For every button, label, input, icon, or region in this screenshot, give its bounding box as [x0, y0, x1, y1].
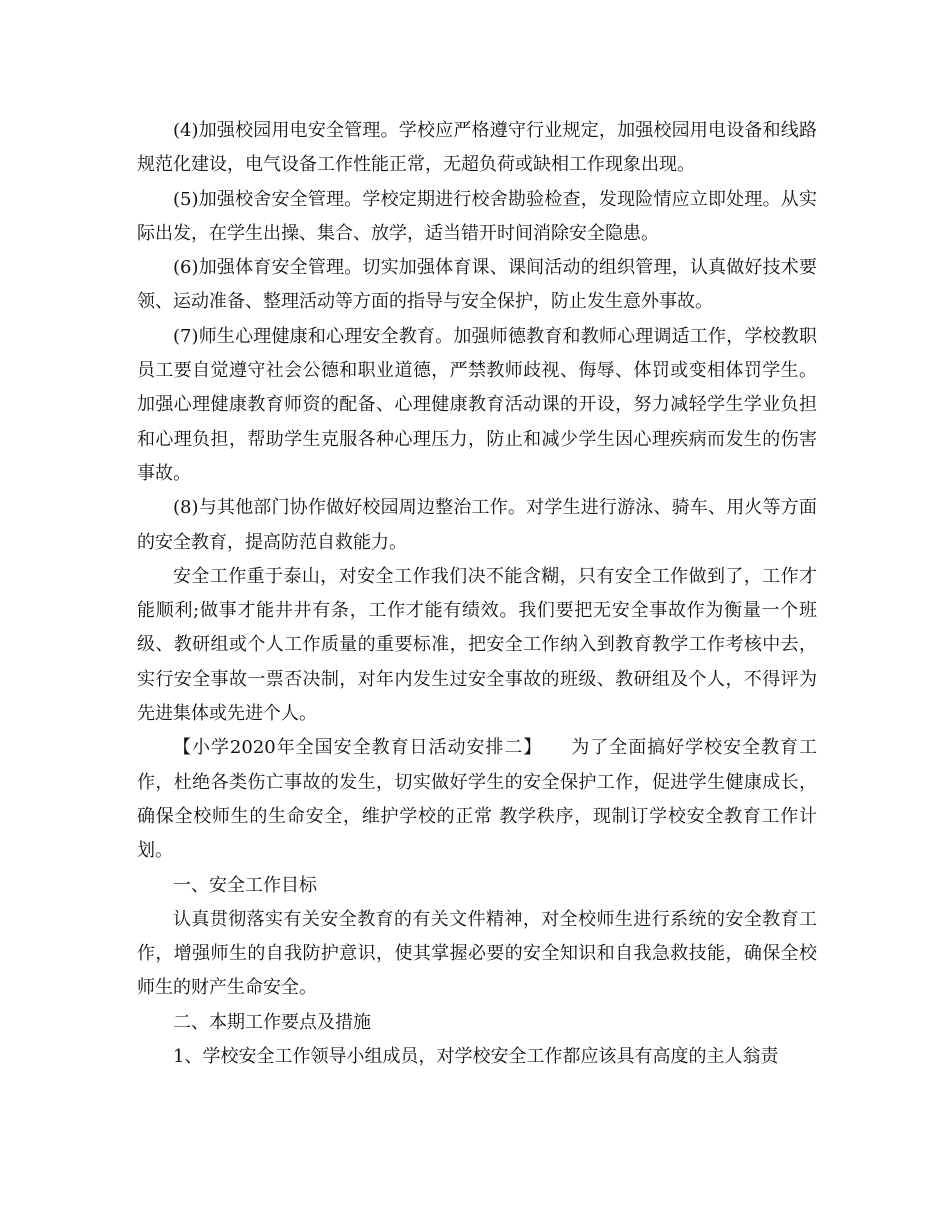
paragraph-plan-two-intro: 【小学2020年全国安全教育日活动安排二】 为了全面搞好学校安全教育工作，杜绝各类伤亡事故的发生，切实做好学生的安全保护工作，促进学生健康成长，确保全校师生的生命安全，维护学校的正常 教学秩序，现制订学校安全教育工作计划。: [137, 737, 817, 862]
paragraph-mental-health: (7)师生心理健康和心理安全教育。加强师德教育和教师心理调适工作，学校教职员工要自觉遵守社会公德和职业道德，严禁教师歧视、侮辱、体罚或变相体罚学生。加强心理健康教育师资的配备、心理健康教育活动课的开设，努力减轻学生学业负担和心理负担，帮助学生克服各种心理压力，防止和减少学生因心理疾病而发生的伤害事故。: [137, 325, 817, 484]
paragraph-sports-safety: (6)加强体育安全管理。切实加强体育课、课间活动的组织管理，认真做好技术要领、运动准备、整理活动等方面的指导与安全保护，防止发生意外事故。: [137, 257, 817, 313]
section-heading-measures: 二、本期工作要点及措施: [173, 1011, 371, 1033]
section-heading-goals: 一、安全工作目标: [173, 874, 317, 896]
paragraph-campus-surroundings: (8)与其他部门协作做好校园周边整治工作。对学生进行游泳、骑车、用火等方面的安全教育，提高防范自救能力。: [137, 497, 817, 553]
paragraph-goals: 认真贯彻落实有关安全教育的有关文件精神，对全校师生进行系统的安全教育工作，增强师生的自我防护意识，使其掌握必要的安全知识和自我急救技能，确保全校师生的财产生命安全。: [137, 908, 817, 999]
paragraph-measure-1: 1、学校安全工作领导小组成员，对学校安全工作都应该具有高度的主人翁责: [173, 1046, 779, 1068]
document-body: [137, 114, 817, 1074]
paragraph-building-safety: (5)加强校舍安全管理。学校定期进行校舍勘验检查，发现险情应立即处理。从实际出发，在学生出操、集合、放学，适当错开时间消除安全隐患。: [137, 188, 817, 244]
paragraph-electric-safety: (4)加强校园用电安全管理。学校应严格遵守行业规定，加强校园用电设备和线路规范化建设，电气设备工作性能正常，无超负荷或缺相工作现象出现。: [137, 120, 817, 176]
paragraph-safety-importance: 安全工作重于泰山，对安全工作我们决不能含糊，只有安全工作做到了，工作才能顺利;做事才能井井有条，工作才能有绩效。我们要把无安全事故作为衡量一个班级、教研组或个人工作质量的重要标准，把安全工作纳入到教育教学工作考核中去，实行安全事故一票否决制，对年内发生过安全事故的班级、教研组及个人，不得评为先进集体或先进个人。: [137, 565, 817, 725]
